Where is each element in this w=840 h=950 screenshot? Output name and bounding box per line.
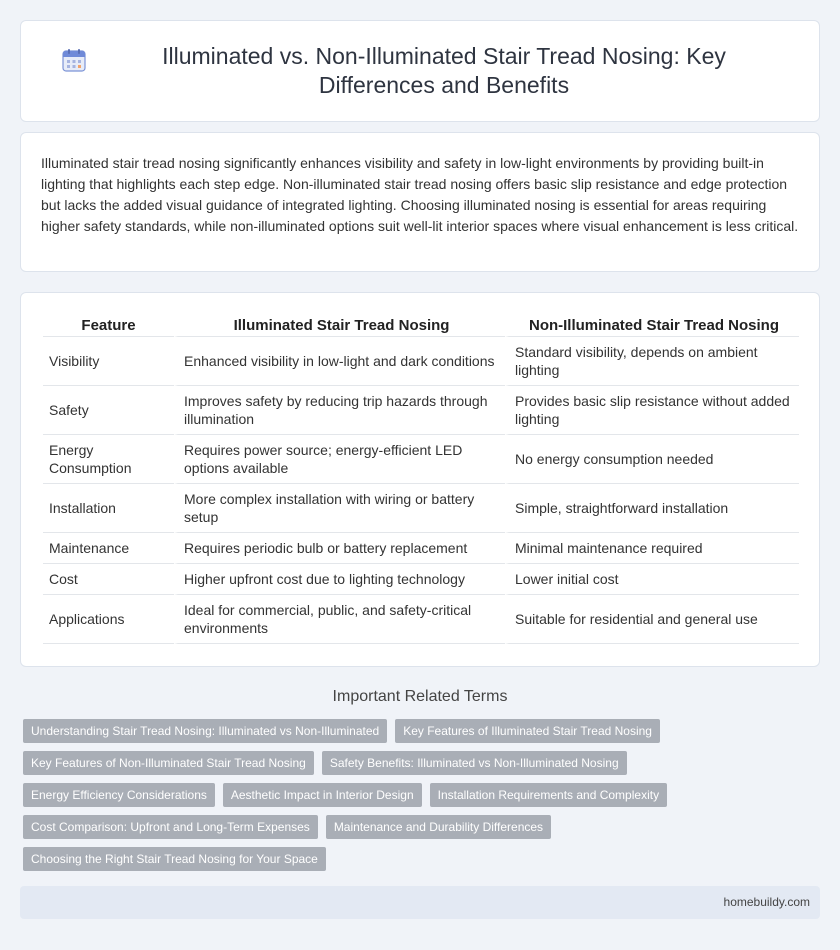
table-row bbox=[43, 484, 799, 533]
related-term-tag[interactable]: Aesthetic Impact in Interior Design bbox=[223, 783, 422, 807]
feature-cell: Visibility bbox=[43, 337, 174, 386]
feature-cell: Applications bbox=[43, 595, 174, 644]
table-row bbox=[43, 595, 799, 644]
non-illuminated-cell: Simple, straightforward installation bbox=[505, 484, 799, 533]
related-terms-list bbox=[23, 719, 823, 879]
related-term-tag[interactable]: Safety Benefits: Illuminated vs Non-Illuminated Nosing bbox=[322, 751, 627, 775]
page-title: Illuminated vs. Non-Illuminated Stair Tread Nosing: Key Differences and Benefits bbox=[162, 43, 726, 98]
feature-cell: Installation bbox=[43, 484, 174, 533]
non-illuminated-cell: Minimal maintenance required bbox=[505, 533, 799, 564]
comparison-table bbox=[43, 313, 799, 644]
feature-cell: Safety bbox=[43, 386, 174, 435]
non-illuminated-cell: No energy consumption needed bbox=[505, 435, 799, 484]
table-row bbox=[43, 337, 799, 386]
header-feature: Feature bbox=[43, 313, 174, 337]
illuminated-cell: Higher upfront cost due to lighting technology bbox=[174, 564, 505, 595]
related-terms-heading: Important Related Terms bbox=[332, 688, 508, 705]
table-row bbox=[43, 533, 799, 564]
related-term-tag[interactable]: Key Features of Non-Illuminated Stair Tread Nosing bbox=[23, 751, 314, 775]
illuminated-cell: Improves safety by reducing trip hazards through illumination bbox=[174, 386, 505, 435]
feature-cell: Maintenance bbox=[43, 533, 174, 564]
header-illuminated: Illuminated Stair Tread Nosing bbox=[174, 313, 505, 337]
intro-card bbox=[20, 132, 820, 272]
header-non-illuminated: Non-Illuminated Stair Tread Nosing bbox=[505, 313, 799, 337]
related-term-tag[interactable]: Maintenance and Durability Differences bbox=[326, 815, 551, 839]
calendar-icon bbox=[61, 47, 87, 73]
related-term-tag[interactable]: Key Features of Illuminated Stair Tread Nosing bbox=[395, 719, 660, 743]
related-term-tag[interactable]: Cost Comparison: Upfront and Long-Term Expenses bbox=[23, 815, 318, 839]
related-term-tag[interactable]: Energy Efficiency Considerations bbox=[23, 783, 215, 807]
feature-cell: Energy Consumption bbox=[43, 435, 174, 484]
feature-cell: Cost bbox=[43, 564, 174, 595]
illuminated-cell: More complex installation with wiring or battery setup bbox=[174, 484, 505, 533]
non-illuminated-cell: Standard visibility, depends on ambient lighting bbox=[505, 337, 799, 386]
table-header-row bbox=[43, 313, 799, 337]
illuminated-cell: Ideal for commercial, public, and safety-critical environments bbox=[174, 595, 505, 644]
related-term-tag[interactable]: Installation Requirements and Complexity bbox=[430, 783, 667, 807]
title-card bbox=[20, 20, 820, 122]
illuminated-cell: Enhanced visibility in low-light and dark conditions bbox=[174, 337, 505, 386]
table-row bbox=[43, 564, 799, 595]
illuminated-cell: Requires power source; energy-efficient LED options available bbox=[174, 435, 505, 484]
comparison-table-card bbox=[20, 292, 820, 667]
footer-site-link[interactable]: homebuildy.com bbox=[723, 895, 810, 909]
non-illuminated-cell: Provides basic slip resistance without added lighting bbox=[505, 386, 799, 435]
related-term-tag[interactable]: Choosing the Right Stair Tread Nosing for Your Space bbox=[23, 847, 326, 871]
table-row bbox=[43, 435, 799, 484]
illuminated-cell: Requires periodic bulb or battery replacement bbox=[174, 533, 505, 564]
table-row bbox=[43, 386, 799, 435]
related-term-tag[interactable]: Understanding Stair Tread Nosing: Illuminated vs Non-Illuminated bbox=[23, 719, 387, 743]
footer bbox=[20, 886, 820, 919]
non-illuminated-cell: Suitable for residential and general use bbox=[505, 595, 799, 644]
intro-paragraph: Illuminated stair tread nosing significantly enhances visibility and safety in low-light environments by providing built-in lighting that highlights each step edge. Non-illuminated stair tread nosing offers basic slip resistance and edge protection but lacks the added visual guidance of integrated lighting. Choosing illuminated nosing is essential for areas requiring higher safety standards, while non-illuminated options suit well-lit interior spaces where visual enhancement is less critical. bbox=[41, 155, 799, 234]
non-illuminated-cell: Lower initial cost bbox=[505, 564, 799, 595]
